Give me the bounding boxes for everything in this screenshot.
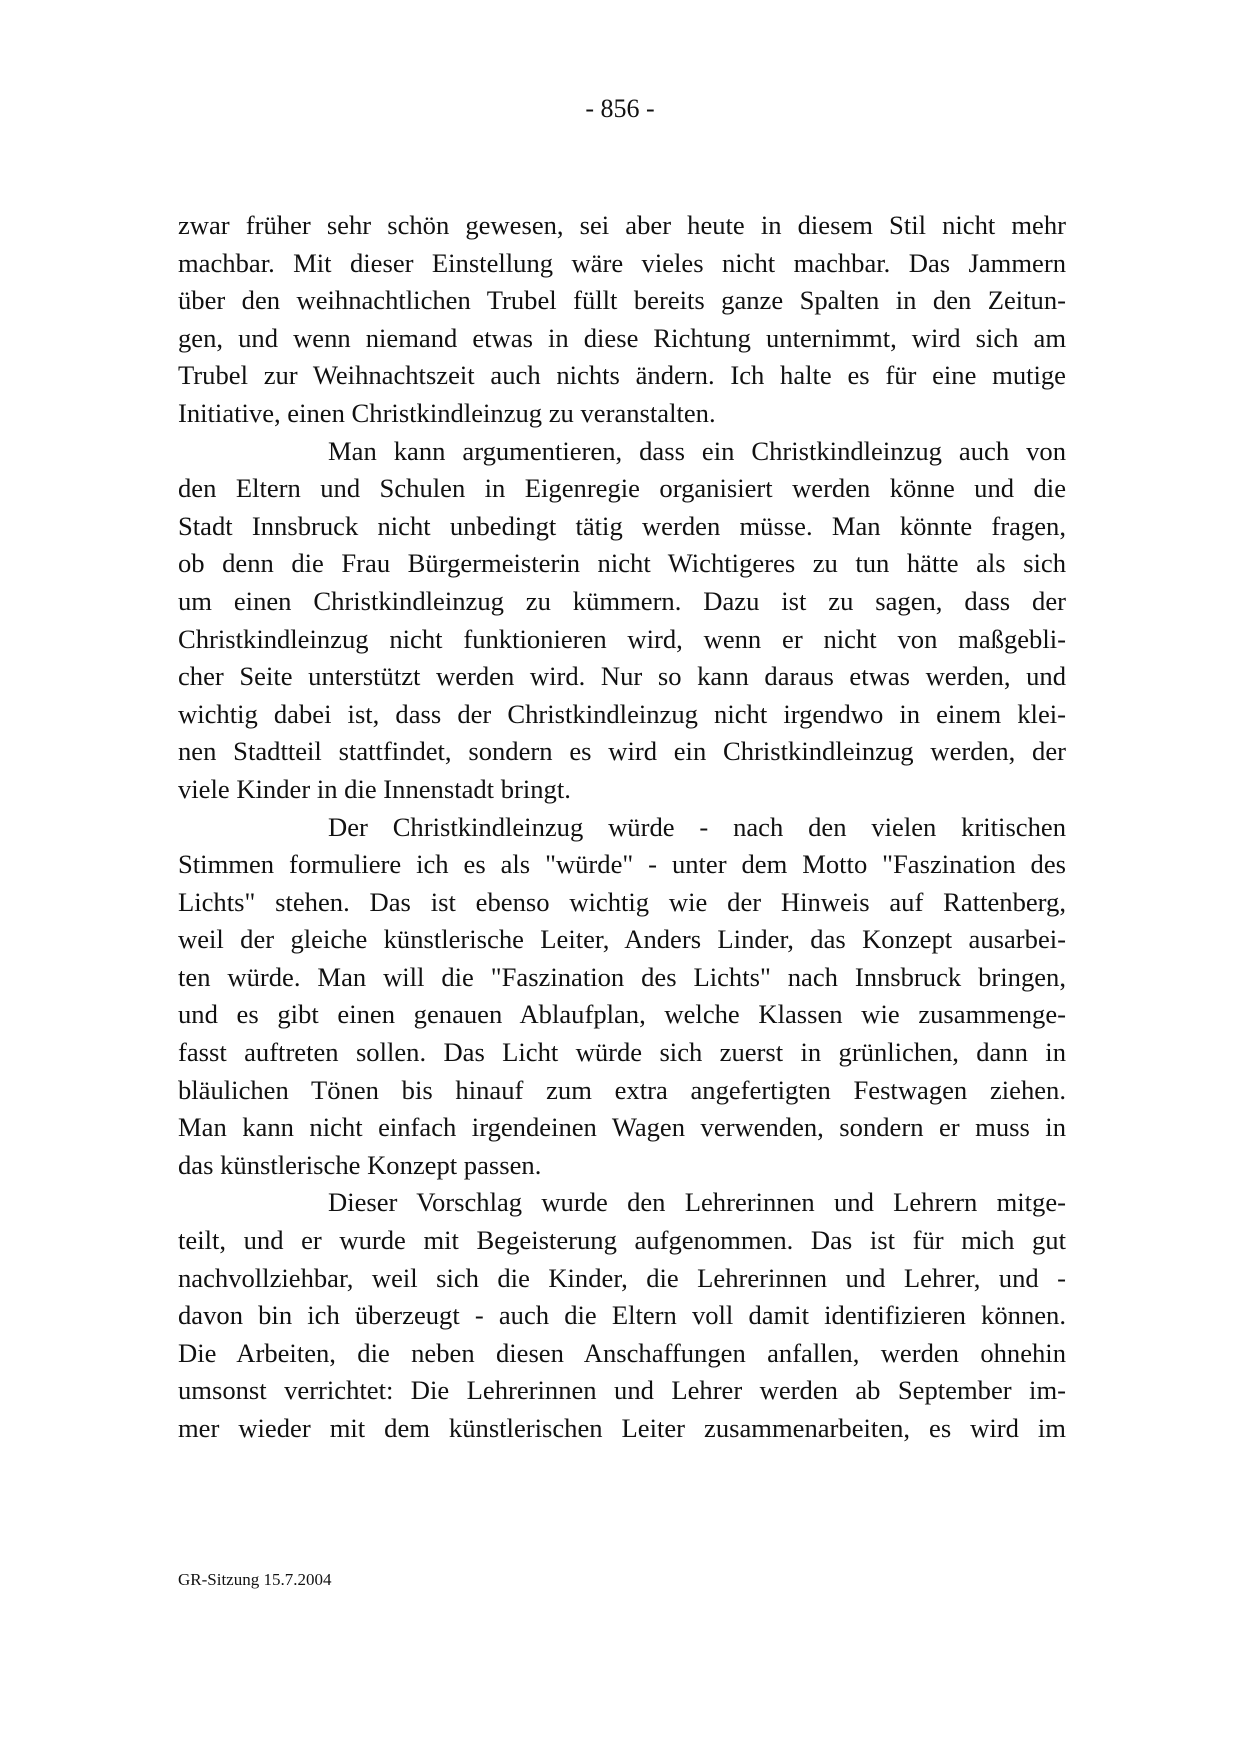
text-line: und es gibt einen genauen Ablaufplan, welche Klassen wie zusammenge- xyxy=(178,999,1066,1030)
text-line: gen, und wenn niemand etwas in diese Richtung unternimmt, wird sich am xyxy=(178,322,1066,353)
text-line: Stadt Innsbruck nicht unbedingt tätig werden müsse. Man könnte fragen, xyxy=(178,510,1066,541)
text-line: nachvollziehbar, weil sich die Kinder, die Lehrerinnen und Lehrer, und - xyxy=(178,1262,1066,1293)
text-line: mer wieder mit dem künstlerischen Leiter zusammenarbeiten, es wird im xyxy=(178,1413,1066,1443)
text-line: machbar. Mit dieser Einstellung wäre vieles nicht machbar. Das Jammern xyxy=(178,247,1066,278)
text-line: Trubel zur Weihnachtszeit auch nichts ändern. Ich halte es für eine mutige xyxy=(178,360,1066,391)
text-line: ten würde. Man will die "Faszination des Lichts" nach Innsbruck bringen, xyxy=(178,961,1066,992)
paragraph-2 xyxy=(178,433,1066,809)
text-line: Lichts" stehen. Das ist ebenso wichtig wie der Hinweis auf Rattenberg, xyxy=(178,886,1066,917)
text-line: Dieser Vorschlag wurde den Lehrerinnen und Lehrern mitge- xyxy=(328,1187,1066,1218)
body-text xyxy=(178,207,1066,1448)
text-line: nen Stadtteil stattfindet, sondern es wird ein Christkindleinzug werden, der xyxy=(178,736,1066,767)
text-line: wichtig dabei ist, dass der Christkindleinzug nicht irgendwo in einem klei- xyxy=(178,698,1066,729)
text-line: Initiative, einen Christkindleinzug zu veranstalten. xyxy=(178,397,716,428)
text-line: teilt, und er wurde mit Begeisterung aufgenommen. Das ist für mich gut xyxy=(178,1225,1066,1256)
text-line: Man kann nicht einfach irgendeinen Wagen verwenden, sondern er muss in xyxy=(178,1112,1066,1143)
text-line: Die Arbeiten, die neben diesen Anschaffungen anfallen, werden ohnehin xyxy=(178,1337,1066,1368)
text-line: Man kann argumentieren, dass ein Christkindleinzug auch von xyxy=(328,435,1066,466)
text-line: das künstlerische Konzept passen. xyxy=(178,1149,542,1180)
text-line: Stimmen formuliere ich es als "würde" - unter dem Motto "Faszination des xyxy=(178,849,1066,880)
text-line: zwar früher sehr schön gewesen, sei aber heute in diesem Stil nicht mehr xyxy=(178,210,1066,240)
footer-session-date: GR-Sitzung 15.7.2004 xyxy=(178,1570,332,1589)
text-line: viele Kinder in die Innenstadt bringt. xyxy=(178,773,571,804)
text-line: fasst auftreten sollen. Das Licht würde sich zuerst in grünlichen, dann in xyxy=(178,1037,1066,1068)
paragraph-1 xyxy=(178,207,1066,433)
text-line: um einen Christkindleinzug zu kümmern. Dazu ist zu sagen, dass der xyxy=(178,585,1066,616)
text-line: Christkindleinzug nicht funktionieren wird, wenn er nicht von maßgebli- xyxy=(178,623,1066,654)
text-line: davon bin ich überzeugt - auch die Eltern voll damit identifizieren können. xyxy=(178,1300,1066,1331)
text-line: bläulichen Tönen bis hinauf zum extra angefertigten Festwagen ziehen. xyxy=(178,1074,1066,1105)
paragraph-4 xyxy=(178,1184,1066,1447)
text-line: cher Seite unterstützt werden wird. Nur so kann daraus etwas werden, und xyxy=(178,661,1066,692)
text-line: weil der gleiche künstlerische Leiter, Anders Linder, das Konzept ausarbei- xyxy=(178,924,1066,955)
page-number: - 856 - xyxy=(585,94,655,123)
text-line: Der Christkindleinzug würde - nach den vielen kritischen xyxy=(328,811,1066,842)
text-line: umsonst verrichtet: Die Lehrerinnen und Lehrer werden ab September im- xyxy=(178,1375,1066,1406)
paragraph-3 xyxy=(178,809,1066,1185)
text-line: ob denn die Frau Bürgermeisterin nicht Wichtigeres zu tun hätte als sich xyxy=(178,548,1066,579)
text-line: den Eltern und Schulen in Eigenregie organisiert werden könne und die xyxy=(178,473,1066,504)
text-line: über den weihnachtlichen Trubel füllt bereits ganze Spalten in den Zeitun- xyxy=(178,285,1066,316)
